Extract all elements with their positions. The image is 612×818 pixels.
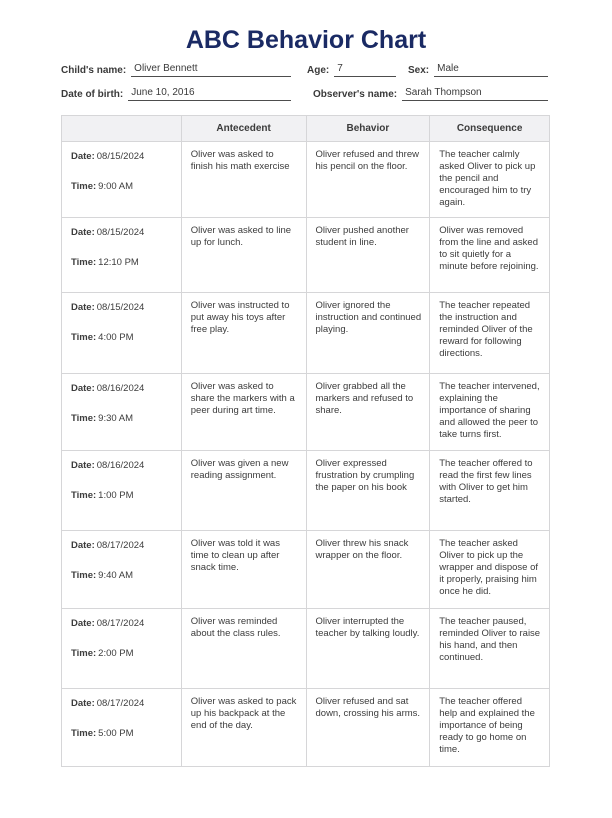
behavior-cell: Oliver refused and threw his pencil on the floor.: [307, 142, 431, 218]
consequence-cell: The teacher paused, reminded Oliver to raise his hand, and then continued.: [430, 609, 550, 689]
date-time-cell: [62, 451, 182, 531]
time-value: 2:00 PM: [98, 648, 134, 659]
date-label: Date:: [71, 151, 95, 162]
date-of-birth-field[interactable]: June 10, 2016: [128, 87, 291, 101]
table-body: [62, 142, 550, 767]
age-label: Age:: [307, 65, 330, 76]
consequence-cell: The teacher offered help and explained the importance of being ready to go home on time.: [430, 689, 550, 767]
header-cell-behavior: Behavior: [307, 116, 431, 142]
date-line: [71, 383, 176, 395]
date-line: [71, 302, 176, 314]
observer-name-label: Observer's name:: [313, 89, 398, 100]
time-label: Time:: [71, 648, 97, 659]
sex-field[interactable]: Male: [434, 63, 548, 77]
consequence-cell: The teacher intervened, explaining the importance of sharing and allowed the peer to take turns first.: [430, 374, 550, 451]
date-time-cell: [62, 689, 182, 767]
sex-group: [408, 63, 548, 77]
date-value: 08/15/2024: [96, 227, 145, 238]
time-value: 1:00 PM: [98, 490, 134, 501]
table-row: [62, 142, 550, 218]
antecedent-cell: Oliver was asked to share the markers with a peer during art time.: [182, 374, 307, 451]
behavior-table: [61, 115, 550, 767]
table-row: [62, 451, 550, 531]
date-label: Date:: [71, 227, 95, 238]
header-cell-consequence: Consequence: [430, 116, 550, 142]
table-row: [62, 689, 550, 767]
date-value: 08/16/2024: [96, 383, 145, 394]
time-value: 12:10 PM: [98, 257, 139, 268]
date-value: 08/15/2024: [96, 302, 145, 313]
date-time-cell: [62, 374, 182, 451]
consequence-cell: The teacher calmly asked Oliver to pick up the pencil and encouraged him to try again.: [430, 142, 550, 218]
time-label: Time:: [71, 570, 97, 581]
date-of-birth-label: Date of birth:: [61, 89, 124, 100]
consequence-cell: Oliver was removed from the line and asked to sit quietly for a minute before rejoining.: [430, 218, 550, 293]
behavior-cell: Oliver ignored the instruction and continued playing.: [307, 293, 431, 374]
behavior-cell: Oliver pushed another student in line.: [307, 218, 431, 293]
form-header: [61, 60, 548, 101]
header-cell-antecedent: Antecedent: [182, 116, 307, 142]
time-line: [71, 570, 176, 582]
time-line: [71, 648, 176, 660]
time-value: 5:00 PM: [98, 728, 134, 739]
date-line: [71, 618, 176, 630]
date-of-birth-group: [61, 87, 291, 101]
time-value: 9:30 AM: [98, 413, 134, 424]
page-title: ABC Behavior Chart: [185, 26, 427, 54]
time-line: [71, 181, 176, 193]
date-label: Date:: [71, 698, 95, 709]
date-time-cell: [62, 142, 182, 218]
behavior-cell: Oliver threw his snack wrapper on the floor.: [307, 531, 431, 609]
date-line: [71, 540, 176, 552]
form-row-2: [61, 84, 548, 101]
antecedent-cell: Oliver was reminded about the class rules.: [182, 609, 307, 689]
date-label: Date:: [71, 302, 95, 313]
date-value: 08/17/2024: [96, 540, 145, 551]
consequence-cell: The teacher offered to read the first few lines with Oliver to get him started.: [430, 451, 550, 531]
date-value: 08/16/2024: [96, 460, 145, 471]
time-label: Time:: [71, 413, 97, 424]
time-line: [71, 490, 176, 502]
time-line: [71, 257, 176, 269]
date-value: 08/17/2024: [96, 698, 145, 709]
consequence-cell: The teacher asked Oliver to pick up the wrapper and dispose of it properly, praising him once he did.: [430, 531, 550, 609]
document-page: [0, 26, 612, 818]
behavior-cell: Oliver grabbed all the markers and refused to share.: [307, 374, 431, 451]
time-label: Time:: [71, 490, 97, 501]
header-cell-empty: [62, 116, 182, 142]
observer-name-field[interactable]: Sarah Thompson: [402, 87, 548, 101]
date-value: 08/15/2024: [96, 151, 145, 162]
age-group: [307, 63, 396, 77]
antecedent-cell: Oliver was told it was time to clean up after snack time.: [182, 531, 307, 609]
child-name-label: Child's name:: [61, 65, 127, 76]
time-label: Time:: [71, 332, 97, 343]
sex-label: Sex:: [408, 65, 430, 76]
time-label: Time:: [71, 728, 97, 739]
antecedent-cell: Oliver was asked to line up for lunch.: [182, 218, 307, 293]
time-label: Time:: [71, 257, 97, 268]
time-value: 9:00 AM: [98, 181, 134, 192]
date-time-cell: [62, 609, 182, 689]
date-label: Date:: [71, 383, 95, 394]
date-time-cell: [62, 293, 182, 374]
observer-name-group: [313, 87, 548, 101]
date-label: Date:: [71, 618, 95, 629]
table-header-row: [62, 116, 550, 142]
antecedent-cell: Oliver was given a new reading assignment.: [182, 451, 307, 531]
antecedent-cell: Oliver was asked to pack up his backpack at the end of the day.: [182, 689, 307, 767]
date-line: [71, 460, 176, 472]
table-row: [62, 293, 550, 374]
time-value: 4:00 PM: [98, 332, 134, 343]
behavior-cell: Oliver expressed frustration by crumpling the paper on his book: [307, 451, 431, 531]
antecedent-cell: Oliver was instructed to put away his toys after free play.: [182, 293, 307, 374]
table-row: [62, 531, 550, 609]
table-row: [62, 374, 550, 451]
date-time-cell: [62, 218, 182, 293]
date-time-cell: [62, 531, 182, 609]
time-line: [71, 728, 176, 740]
time-value: 9:40 AM: [98, 570, 134, 581]
table-row: [62, 609, 550, 689]
date-line: [71, 698, 176, 710]
date-line: [71, 151, 176, 163]
child-name-group: [61, 63, 291, 77]
behavior-cell: Oliver refused and sat down, crossing his arms.: [307, 689, 431, 767]
behavior-cell: Oliver interrupted the teacher by talking loudly.: [307, 609, 431, 689]
time-line: [71, 413, 176, 425]
age-field[interactable]: 7: [334, 63, 396, 77]
date-line: [71, 227, 176, 239]
date-label: Date:: [71, 460, 95, 471]
time-line: [71, 332, 176, 344]
time-label: Time:: [71, 181, 97, 192]
child-name-field[interactable]: Oliver Bennett: [131, 63, 291, 77]
antecedent-cell: Oliver was asked to finish his math exercise: [182, 142, 307, 218]
table-row: [62, 218, 550, 293]
consequence-cell: The teacher repeated the instruction and reminded Oliver of the reward for following directions.: [430, 293, 550, 374]
date-value: 08/17/2024: [96, 618, 145, 629]
date-label: Date:: [71, 540, 95, 551]
form-row-1: [61, 60, 548, 77]
